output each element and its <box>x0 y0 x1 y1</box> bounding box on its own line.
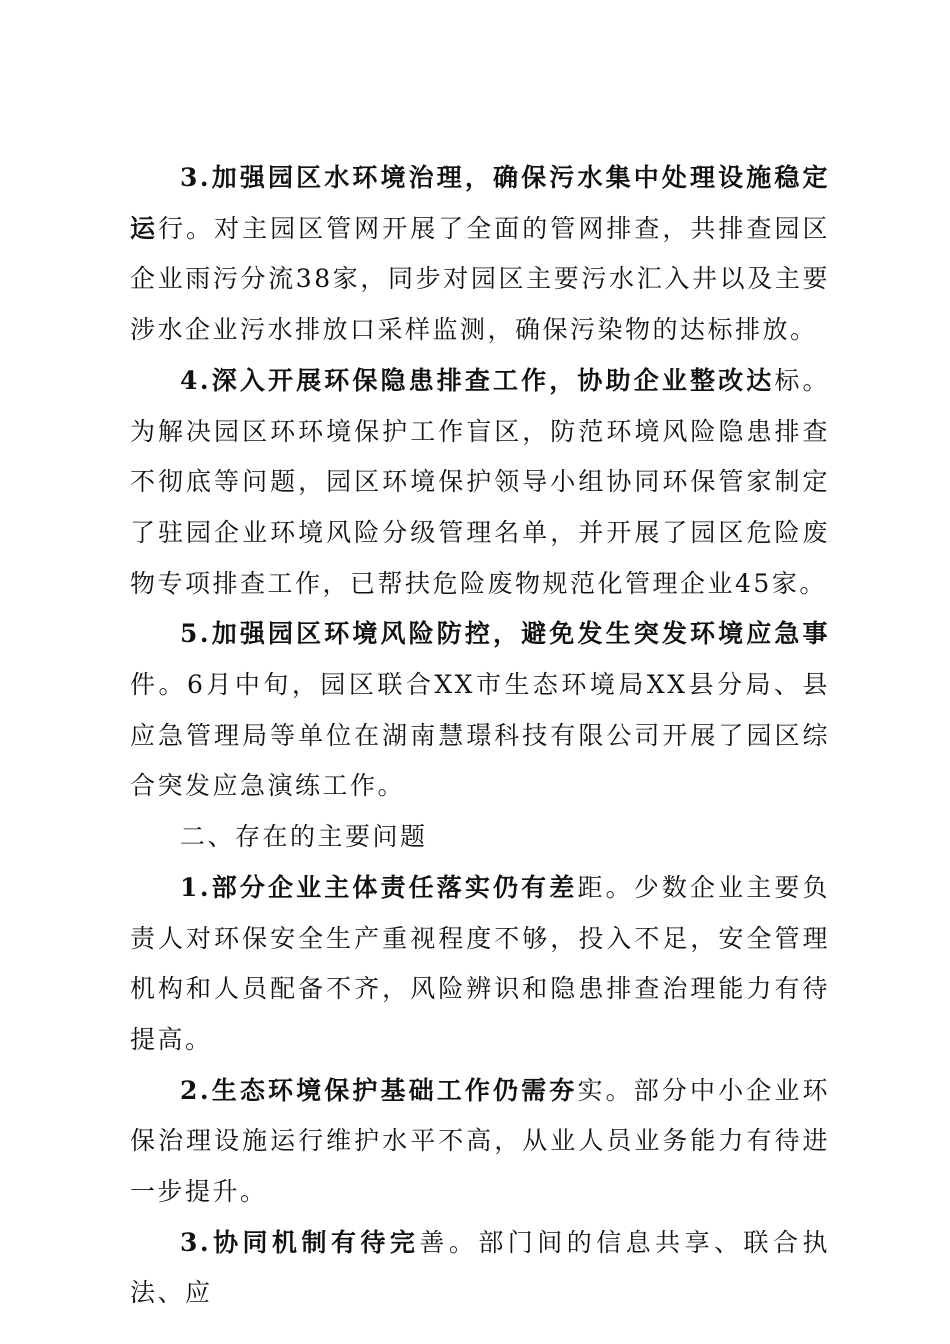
paragraph-hazard-inspection <box>130 356 830 610</box>
paragraph-risk-control <box>130 609 830 812</box>
paragraph-heading: 3.协同机制有待完 <box>180 1227 420 1257</box>
paragraph-text: 件。6月中旬，园区联合XX市生态环境局XX县分局、县应急管理局等单位在湖南慧璟科技有限公司开展了园区综合突发应急演练工作。 <box>130 670 830 801</box>
paragraph-water-governance <box>130 153 830 356</box>
section-title-problems <box>130 812 830 863</box>
paragraph-text: 距。少数企业主要负责人对环保安全生产重视程度不够，投入不足，安全管理机构和人员配备不齐，风险辨识和隐患排查治理能力有待提高。 <box>130 872 830 1054</box>
paragraph-enterprise-responsibility <box>130 863 830 1066</box>
paragraph-heading: 2.生态环境保护基础工作仍需夯 <box>180 1075 578 1105</box>
document-body <box>130 153 830 1319</box>
section-title-text: 二、存在的主要问题 <box>180 822 428 852</box>
paragraph-text: 行。对主园区管网开展了全面的管网排查，共排查园区企业雨污分流38家，同步对园区主要污水汇入井以及主要涉水企业污水排放口采样监测，确保污染物的达标排放。 <box>130 213 830 345</box>
paragraph-heading: 3.加强园区水环境治理，确保污水集中处理设施稳定运 <box>130 163 830 243</box>
paragraph-heading: 5.加强园区环境风险防控，避免发生突发环境应急事 <box>180 619 830 649</box>
paragraph-text: 标。为解决园区环环境保护工作盲区，防范环境风险隐患排查不彻底等问题，园区环境保护领导小组协同环保管家制定了驻园企业环境风险分级管理名单，并开展了园区危险废物专项排查工作，已帮扶危险废物规范化管理企业45家。 <box>130 365 830 598</box>
paragraph-heading: 4.深入开展环保隐患排查工作，协助企业整改达 <box>180 365 775 395</box>
paragraph-text: 实。部分中小企业环保治理设施运行维护水平不高，从业人员业务能力有待进一步提升。 <box>130 1075 830 1207</box>
paragraph-coordination <box>130 1218 830 1319</box>
paragraph-basic-work <box>130 1066 830 1218</box>
paragraph-heading: 1.部分企业主体责任落实仍有差 <box>180 872 578 902</box>
paragraph-text: 善。部门间的信息共享、联合执法、应 <box>130 1227 830 1308</box>
